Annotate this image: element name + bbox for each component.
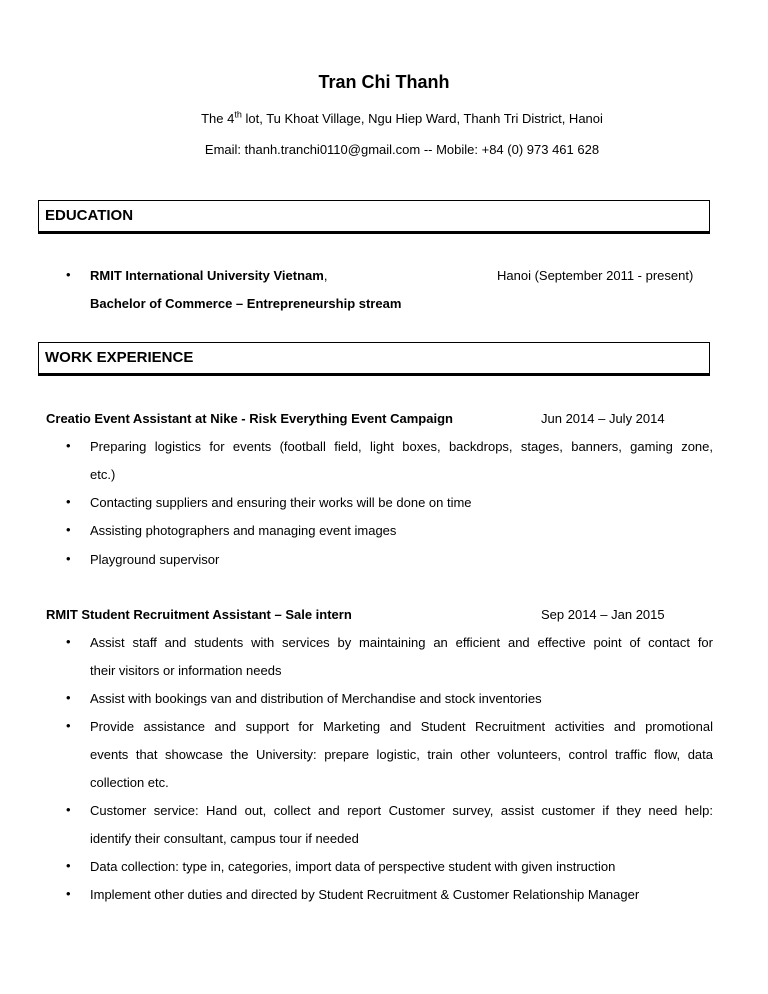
job-bullet: Assist staff and students with services by maintaining an efficient and effective point of contact for bbox=[90, 635, 713, 650]
education-heading: EDUCATION bbox=[45, 207, 134, 224]
address-post: lot, Tu Khoat Village, Ngu Hiep Ward, Thanh Tri District, Hanoi bbox=[241, 111, 603, 126]
job-bullet: Provide assistance and support for Marketing and Student Recruitment activities and promotional bbox=[90, 719, 713, 734]
job-bullet: Preparing logistics for events (football field, light boxes, backdrops, stages, banners, gaming zone, bbox=[90, 439, 713, 454]
bullet-icon: • bbox=[66, 858, 71, 873]
bullet-icon: • bbox=[66, 718, 71, 733]
job-dates: Sep 2014 – Jan 2015 bbox=[541, 607, 665, 622]
education-location-date: Hanoi (September 2011 - present) bbox=[497, 268, 694, 283]
job-bullet: Assist with bookings van and distribution of Merchandise and stock inventories bbox=[90, 691, 542, 706]
job-bullet-cont: collection etc. bbox=[90, 775, 169, 790]
work-heading: WORK EXPERIENCE bbox=[45, 349, 194, 366]
bullet-icon: • bbox=[66, 802, 71, 817]
school-name bbox=[90, 268, 327, 283]
bullet-icon: • bbox=[66, 522, 71, 537]
job-dates: Jun 2014 – July 2014 bbox=[541, 411, 665, 426]
job-bullet: Playground supervisor bbox=[90, 552, 220, 567]
address-pre: The 4 bbox=[201, 111, 235, 126]
address-sup: th bbox=[234, 109, 242, 120]
bullet-icon: • bbox=[66, 267, 71, 282]
bullet-icon: • bbox=[66, 438, 71, 453]
education-section-header bbox=[38, 200, 710, 234]
bullet-icon: • bbox=[66, 690, 71, 705]
bullet-icon: • bbox=[66, 494, 71, 509]
job-title: RMIT Student Recruitment Assistant – Sale intern bbox=[46, 607, 352, 622]
contact-line: Email: thanh.tranchi0110@gmail.com -- Mobile: +84 (0) 973 461 628 bbox=[204, 142, 600, 157]
degree: Bachelor of Commerce – Entrepreneurship stream bbox=[90, 296, 402, 311]
school-name-text: RMIT International University Vietnam bbox=[90, 268, 324, 283]
job-bullet-cont: identify their consultant, campus tour if needed bbox=[90, 831, 359, 846]
job-bullet: Customer service: Hand out, collect and report Customer survey, assist customer if they need help: bbox=[90, 803, 713, 818]
candidate-name: Tran Chi Thanh bbox=[318, 72, 450, 92]
job-bullet: Contacting suppliers and ensuring their works will be done on time bbox=[90, 495, 472, 510]
job-bullet: Data collection: type in, categories, import data of perspective student with given instruction bbox=[90, 859, 616, 874]
bullet-icon: • bbox=[66, 634, 71, 649]
job-bullet-cont: etc.) bbox=[90, 467, 116, 482]
work-section-header bbox=[38, 342, 710, 376]
bullet-icon: • bbox=[66, 886, 71, 901]
job-bullet: Assisting photographers and managing event images bbox=[90, 523, 397, 538]
job-title: Creatio Event Assistant at Nike - Risk Everything Event Campaign bbox=[46, 411, 453, 426]
job-bullet-cont: events that showcase the University: prepare logistic, train other volunteers, control traffic flow, data bbox=[90, 747, 713, 762]
school-comma: , bbox=[323, 268, 328, 283]
address-line bbox=[0, 111, 768, 126]
job-bullet: Implement other duties and directed by Student Recruitment & Customer Relationship Manager bbox=[90, 887, 640, 902]
bullet-icon: • bbox=[66, 551, 71, 566]
job-bullet-cont: their visitors or information needs bbox=[90, 663, 282, 678]
